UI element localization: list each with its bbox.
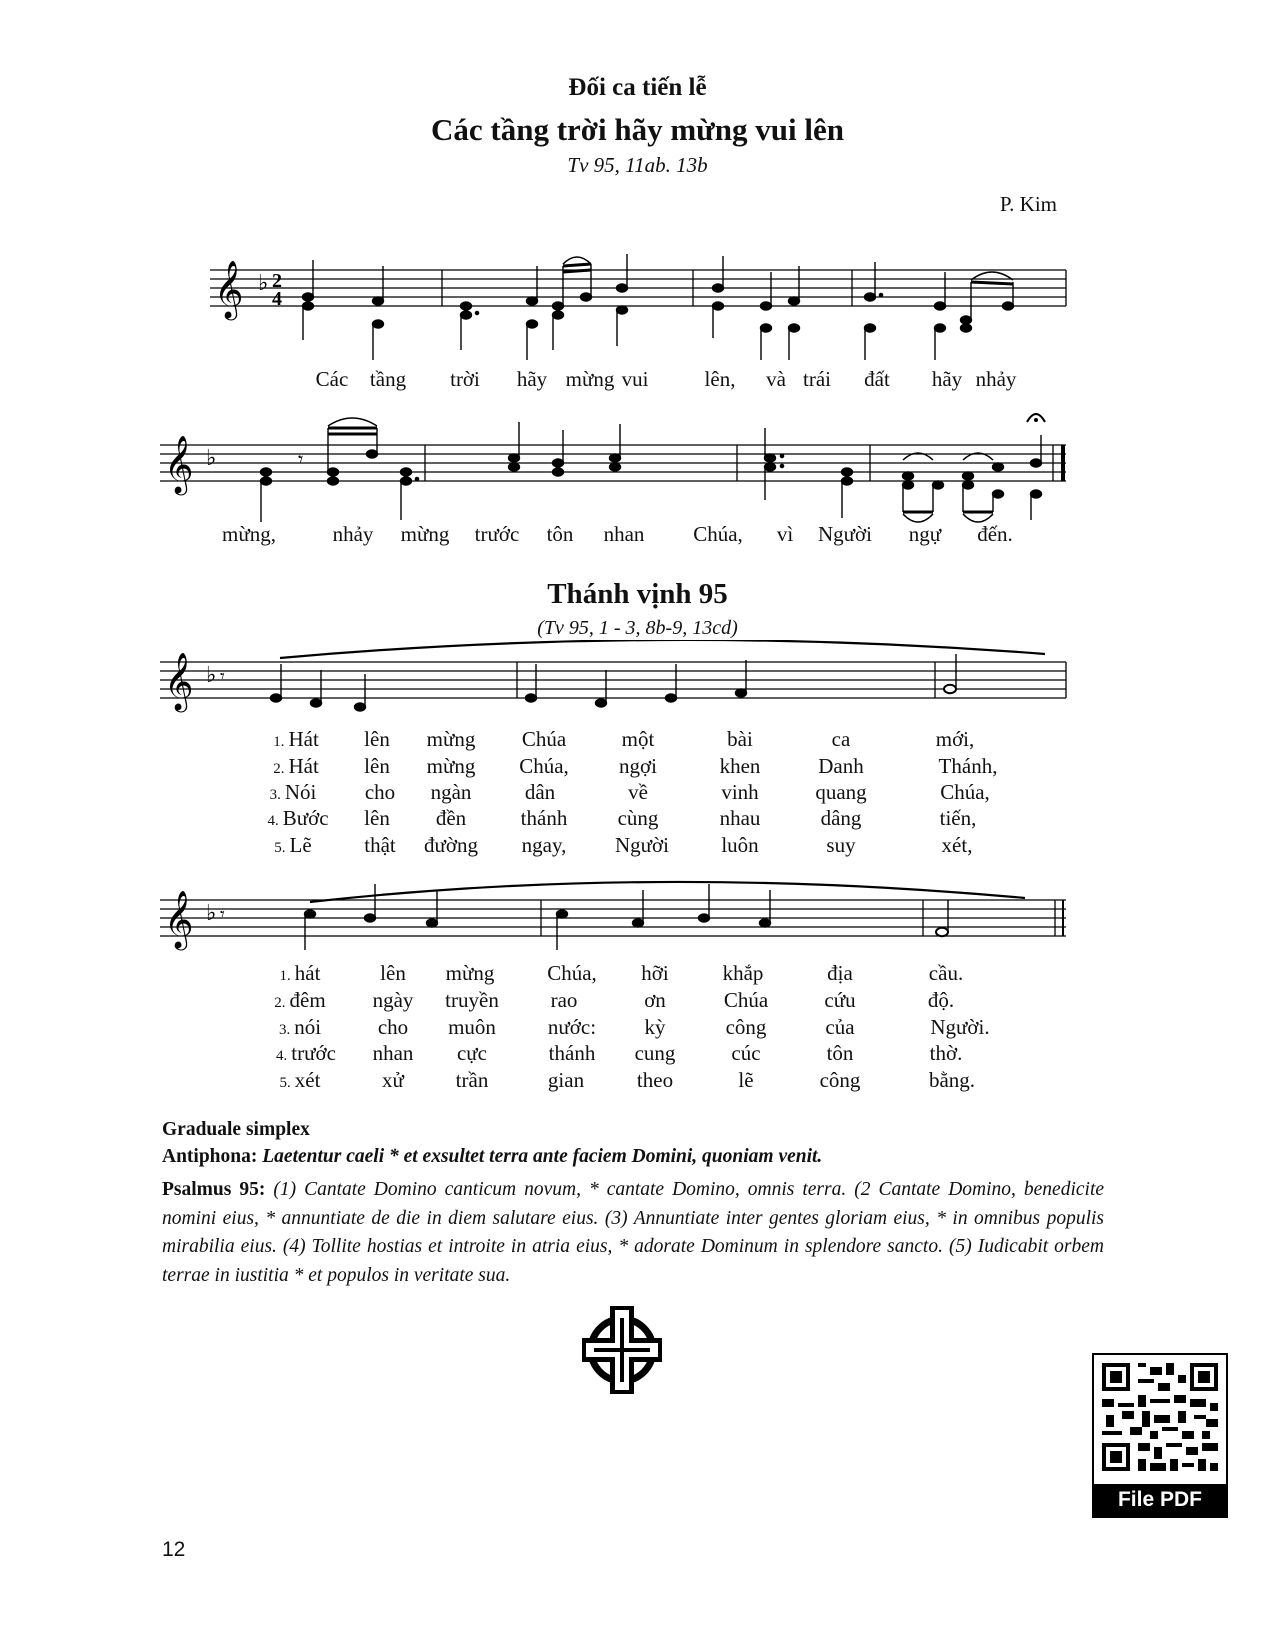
music-staff-psalm-2 <box>160 870 1070 970</box>
lyric-syllable: vui <box>621 367 649 391</box>
phrase-slur <box>280 640 1045 658</box>
lyric-syllable: đất <box>864 367 890 391</box>
verse-word: trần <box>455 1068 489 1092</box>
verse-word: cùng <box>617 806 659 830</box>
verse-word: Chúa, <box>547 961 597 985</box>
verse-word: Chúa, <box>519 754 569 778</box>
verse-word: tôn <box>826 1041 854 1065</box>
verse-word: xử <box>382 1068 404 1092</box>
verse-word: mừng <box>426 754 476 778</box>
verse-word: 1. hát <box>279 961 321 985</box>
verse-word: ngay, <box>521 833 567 857</box>
verse-word: luôn <box>721 833 759 857</box>
verse-word: công <box>819 1068 861 1092</box>
verse-word: dân <box>524 780 556 804</box>
verse-word: 4. Bước <box>267 806 329 830</box>
verse-word: tiến, <box>939 806 977 830</box>
verse-word: một <box>621 727 655 751</box>
lyric-syllable: trước <box>474 522 520 546</box>
svg-text:♭: ♭ <box>206 901 217 926</box>
lyric-syllable: Chúa, <box>693 522 743 546</box>
svg-text:4: 4 <box>272 288 282 310</box>
lyric-syllable: Người <box>818 522 872 546</box>
verse-word: của <box>825 1015 855 1039</box>
treble-clef-icon: 𝄞 <box>164 435 194 493</box>
verse-word: 3. Nói <box>269 780 317 804</box>
verse-word: xét, <box>941 833 973 857</box>
verse-word: công <box>725 1015 767 1039</box>
lyric-syllable: mừng <box>565 367 615 391</box>
composer-name: P. Kim <box>999 192 1057 216</box>
lyric-syllable: trái <box>803 367 831 391</box>
verse-word: lẽ <box>738 1068 754 1092</box>
verse-word: 2. đêm <box>274 988 326 1012</box>
lyric-syllable: tầng <box>369 367 407 391</box>
verse-word: mừng <box>426 727 476 751</box>
scripture-reference: Tv 95, 11ab. 13b <box>567 153 708 177</box>
verse-word: lên <box>364 727 390 751</box>
verse-word: 5. Lẽ <box>274 833 312 857</box>
verse-word: vinh <box>721 780 759 804</box>
svg-text:𝄾: 𝄾 <box>298 447 304 471</box>
verse-word: suy <box>826 833 856 857</box>
verse-word: Chúa, <box>940 780 990 804</box>
verse-word: địa <box>827 961 853 985</box>
verse-word: ơn <box>644 988 666 1012</box>
lyric-syllable: mừng, <box>222 522 276 546</box>
verse-word: Người <box>615 833 669 857</box>
verse-word: mừng <box>445 961 495 985</box>
verse-word: ca <box>831 727 851 751</box>
verse-word: 4. trước <box>276 1041 336 1065</box>
verse-word: cực <box>456 1041 488 1065</box>
svg-text:𝄾: 𝄾 <box>220 904 225 925</box>
verse-word: Chúa <box>521 727 567 751</box>
verse-word: 1. Hát <box>273 727 319 751</box>
verse-word: 3. nói <box>278 1015 322 1039</box>
verse-word: bằng. <box>928 1068 976 1092</box>
lyric-syllable: nhảy <box>975 367 1017 391</box>
verse-word: khen <box>719 754 761 778</box>
verse-word: đền <box>435 806 467 830</box>
verse-word: ngày <box>372 988 414 1012</box>
svg-text:𝄾: 𝄾 <box>220 666 225 687</box>
verse-word: độ. <box>927 988 955 1012</box>
qr-code-pattern <box>1094 1355 1226 1483</box>
treble-clef-icon: 𝄞 <box>164 890 194 948</box>
verse-word: thánh <box>548 1041 596 1065</box>
verse-word: Người. <box>930 1015 990 1039</box>
verse-word: gian <box>547 1068 585 1092</box>
svg-text:2: 2 <box>272 270 282 292</box>
lyric-syllable: vì <box>776 522 794 546</box>
music-staff-psalm-1 <box>160 640 1070 730</box>
verse-word: Chúa <box>723 988 769 1012</box>
verse-word: Thánh, <box>938 754 998 778</box>
verse-word: cung <box>634 1041 676 1065</box>
verse-word: cầu. <box>928 961 964 985</box>
page-number: 12 <box>162 1538 186 1561</box>
verse-word: 2. Hát <box>273 754 319 778</box>
psalm-title: Thánh vịnh 95 <box>547 578 728 610</box>
verse-word: lên <box>364 754 390 778</box>
lyric-syllable: đến. <box>977 522 1013 546</box>
verse-word: lên <box>380 961 406 985</box>
file-pdf-label[interactable]: File PDF <box>1094 1484 1226 1516</box>
qr-code[interactable] <box>1092 1353 1228 1518</box>
treble-clef-icon: 𝄞 <box>214 260 244 318</box>
lyric-syllable: nhảy <box>332 522 374 546</box>
lyric-syllable: hãy <box>931 367 963 391</box>
verse-word: ngàn <box>430 780 472 804</box>
lyric-syllable: hãy <box>516 367 548 391</box>
verse-word: đường <box>424 833 478 857</box>
graduale-heading: Graduale simplex <box>162 1119 310 1140</box>
cross-in-circle-icon <box>582 1306 662 1394</box>
music-staff-antiphon-1 <box>210 250 1070 360</box>
verse-word: khắp <box>722 961 764 985</box>
verse-word: cho <box>364 780 396 804</box>
section-subtitle: Đối ca tiến lễ <box>568 74 707 101</box>
verse-word: theo <box>636 1068 674 1092</box>
verse-word: muôn <box>448 1015 496 1039</box>
verse-word: kỳ <box>644 1015 666 1039</box>
verse-word: nước: <box>547 1015 597 1039</box>
lyric-syllable: trời <box>450 367 480 391</box>
verse-word: thật <box>364 833 396 857</box>
lyric-syllable: Các <box>315 367 349 391</box>
verse-word: về <box>628 780 648 804</box>
verse-word: bài <box>727 727 753 751</box>
verse-word: nhan <box>372 1041 414 1065</box>
lyric-syllable: nhan <box>603 522 645 546</box>
verse-word: ngợi <box>619 754 657 778</box>
verse-word: truyền <box>445 988 499 1012</box>
lyric-syllable: tôn <box>546 522 574 546</box>
verse-word: cúc <box>731 1041 761 1065</box>
lyric-syllable: lên, <box>704 367 736 391</box>
verse-word: thánh <box>520 806 568 830</box>
phrase-slur <box>310 882 1025 902</box>
verse-word: hỡi <box>641 961 669 985</box>
verse-word: lên <box>364 806 390 830</box>
treble-clef-icon: 𝄞 <box>164 652 194 710</box>
svg-text:♭: ♭ <box>206 446 217 471</box>
verse-word: 5. xét <box>279 1068 321 1092</box>
music-staff-antiphon-2 <box>160 400 1070 530</box>
verse-word: mới, <box>935 727 975 751</box>
verse-word: nhau <box>719 806 761 830</box>
verse-word: quang <box>815 780 867 804</box>
verse-word: dâng <box>820 806 862 830</box>
svg-text:♭: ♭ <box>258 271 269 296</box>
antiphona-line: Antiphona: Laetentur caeli * et exsultet terra ante faciem Domini, quoniam venit. <box>162 1146 823 1167</box>
psalmus-paragraph: Psalmus 95: (1) Cantate Domino canticum novum, * cantate Domino, omnis terra. (2 Cantate Domino, benedicite nomini eius, * annuntiate de die in diem salutare eius. (3) Annuntiate inter gentes gloriam eius, * in omnibus populis mirabilia eius. (4) Tollite hostias et introite in atria eius, * adorate Dominum in splendore sancto. (5) Iudicabit orbem terrae in iustitia * et populos in veritate sua. <box>162 1179 1105 1286</box>
song-title: Các tầng trời hãy mừng vui lên <box>431 112 844 147</box>
svg-text:♭: ♭ <box>206 663 217 688</box>
lyric-syllable: mừng <box>400 522 450 546</box>
lyric-syllable: ngự <box>908 522 942 546</box>
verse-word: cho <box>377 1015 409 1039</box>
psalm-reference: (Tv 95, 1 - 3, 8b-9, 13cd) <box>537 617 738 639</box>
verse-word: cứu <box>824 988 856 1012</box>
verse-word: rao <box>550 988 578 1012</box>
lyric-syllable: và <box>766 367 786 391</box>
verse-word: Danh <box>818 754 864 778</box>
verse-word: thờ. <box>929 1041 963 1065</box>
